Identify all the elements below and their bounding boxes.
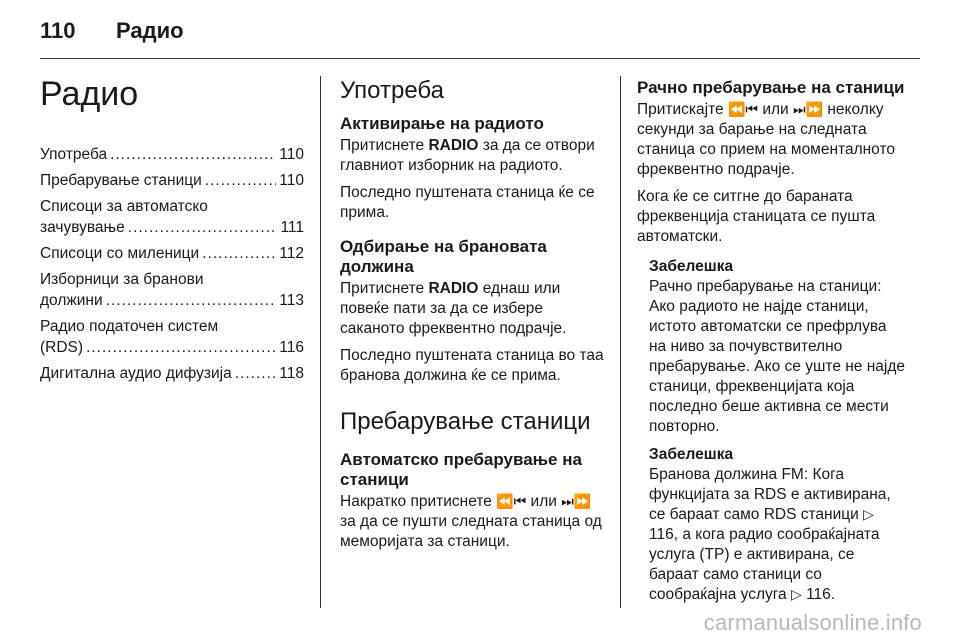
toc-page-number: 110 [279, 172, 304, 189]
toc-entry-line: Изборници за бранови [40, 271, 204, 288]
text: Притиснете [340, 280, 429, 297]
toc-entry[interactable] [40, 316, 304, 358]
note-text [649, 465, 905, 605]
toc-entry-label: (RDS) [40, 339, 84, 356]
text: Притиснете [340, 137, 429, 154]
toc-page-number: 116 [279, 339, 304, 356]
toc-entry-line [40, 290, 304, 311]
subsection-title-activate: Активирање на радиото [340, 114, 544, 133]
toc-entry-label: Употреба [40, 146, 108, 163]
toc-entry-label: Дигитална аудио дифузија [40, 365, 232, 382]
text: или [526, 493, 562, 510]
subsection-title-auto-search: Автоматско пребарување на станици [340, 450, 582, 489]
content-column-3 [637, 68, 905, 613]
watermark: carmanualsonline.info [703, 610, 922, 635]
toc-entry-line [40, 170, 304, 191]
toc-leader-dots [202, 243, 276, 264]
toc-entry-label: должини [40, 292, 103, 309]
note-text: Рачно пребарување на станици: Ако радиото не најде станици, истото автоматски се префрлува на ниво за почувствително пребарување. Ако се уште не најде станици, фреквенцијата која последно беше активна се мести повторно. [649, 278, 906, 435]
text: . [830, 586, 836, 603]
seek-forward-icon: ⏭⏩ [793, 102, 824, 118]
radio-keyword: RADIO [428, 137, 479, 154]
radio-keyword: RADIO [428, 280, 479, 297]
toc-entry-line [40, 363, 304, 384]
text: неколку секунди за барање на следната станица со прием на моменталното фреквентно подрачје. [637, 101, 895, 178]
toc-page-number: 110 [279, 146, 304, 163]
toc-column [40, 68, 304, 389]
toc-entry[interactable] [40, 363, 304, 384]
text: за да се отвори главниот изборник на радиото. [340, 137, 595, 174]
toc-entry[interactable] [40, 144, 304, 165]
toc-page-number: 111 [280, 219, 304, 236]
paragraph [340, 136, 606, 176]
note-title: Забелешка [649, 258, 734, 275]
text: Притискајте [637, 101, 728, 118]
subsection-title-manual-search: Рачно пребарување на станици [637, 78, 905, 97]
paragraph [340, 492, 606, 552]
toc-page-number: 118 [279, 365, 304, 382]
header-title: Радио [116, 18, 184, 43]
toc-entry-label: зачувување [40, 219, 125, 236]
toc-entry-label: Пребарување станици [40, 172, 202, 189]
toc-leader-dots [106, 290, 277, 311]
toc-entry[interactable] [40, 170, 304, 191]
toc-entry-line [40, 144, 304, 165]
toc-leader-dots [128, 217, 278, 238]
seek-forward-icon: ⏭⏩ [561, 494, 592, 510]
column-divider-1 [320, 76, 321, 608]
toc-leader-dots [235, 363, 277, 384]
paragraph [637, 100, 905, 180]
note-title: Забелешка [649, 446, 734, 463]
toc-entry[interactable] [40, 243, 304, 264]
text: или [758, 101, 793, 118]
table-of-contents [40, 144, 304, 384]
toc-leader-dots [86, 337, 276, 358]
page-number: 110 [40, 18, 76, 43]
toc-entry-line: Радио податочен систем [40, 318, 219, 335]
section-heading-station-search: Пребарување станици [340, 408, 591, 435]
seek-back-icon: ⏪⏮ [727, 102, 759, 118]
paragraph: Кога ќе се ситгне до бараната фреквенција станицата се пушта автоматски. [637, 188, 876, 245]
note-block [649, 257, 905, 605]
toc-entry-line [40, 243, 304, 264]
text: Бранова должина FM: Кога функцијата за RDS е активирана, се бараат само RDS станици [649, 466, 891, 523]
page-reference: 116 [649, 526, 674, 543]
toc-entry-line [40, 217, 304, 238]
page-reference: 116 [806, 586, 831, 603]
toc-entry-line: Списоци за автоматско [40, 198, 208, 215]
toc-page-number: 113 [279, 292, 304, 309]
paragraph: Последно пуштената станица во таа бранова должина ќе се прима. [340, 347, 604, 384]
toc-entry-line [40, 337, 304, 358]
page-ref-icon: ▷ [790, 587, 802, 603]
toc-entry-label: Списоци со миленици [40, 245, 200, 262]
content-column-2 [340, 68, 606, 559]
header-divider [40, 58, 920, 59]
column-divider-2 [620, 76, 621, 608]
toc-page-number: 112 [279, 245, 304, 262]
toc-leader-dots [205, 170, 276, 191]
seek-back-icon: ⏪⏮ [496, 494, 527, 510]
text: , а кога радио сообраќајната услуга (TP) е активирана, се бараат само станици со сообраќајна услуга [649, 526, 880, 603]
section-heading-usage: Употреба [340, 77, 444, 104]
paragraph [340, 279, 606, 339]
text: еднаш или повеќе пати за да се избере саканото фреквентно подрачје. [340, 280, 567, 337]
page-ref-icon: ▷ [863, 507, 874, 523]
toc-entry[interactable] [40, 269, 304, 311]
subsection-title-waveband: Одбирање на брановата должина [340, 237, 547, 276]
text: за да се пушти следната станица од меморијата за станици. [340, 513, 602, 550]
paragraph: Последно пуштената станица ќе се прима. [340, 184, 595, 221]
toc-entry[interactable] [40, 196, 304, 238]
chapter-title: Радио [40, 75, 139, 113]
toc-leader-dots [110, 144, 276, 165]
text: Накратко притиснете [340, 493, 497, 510]
